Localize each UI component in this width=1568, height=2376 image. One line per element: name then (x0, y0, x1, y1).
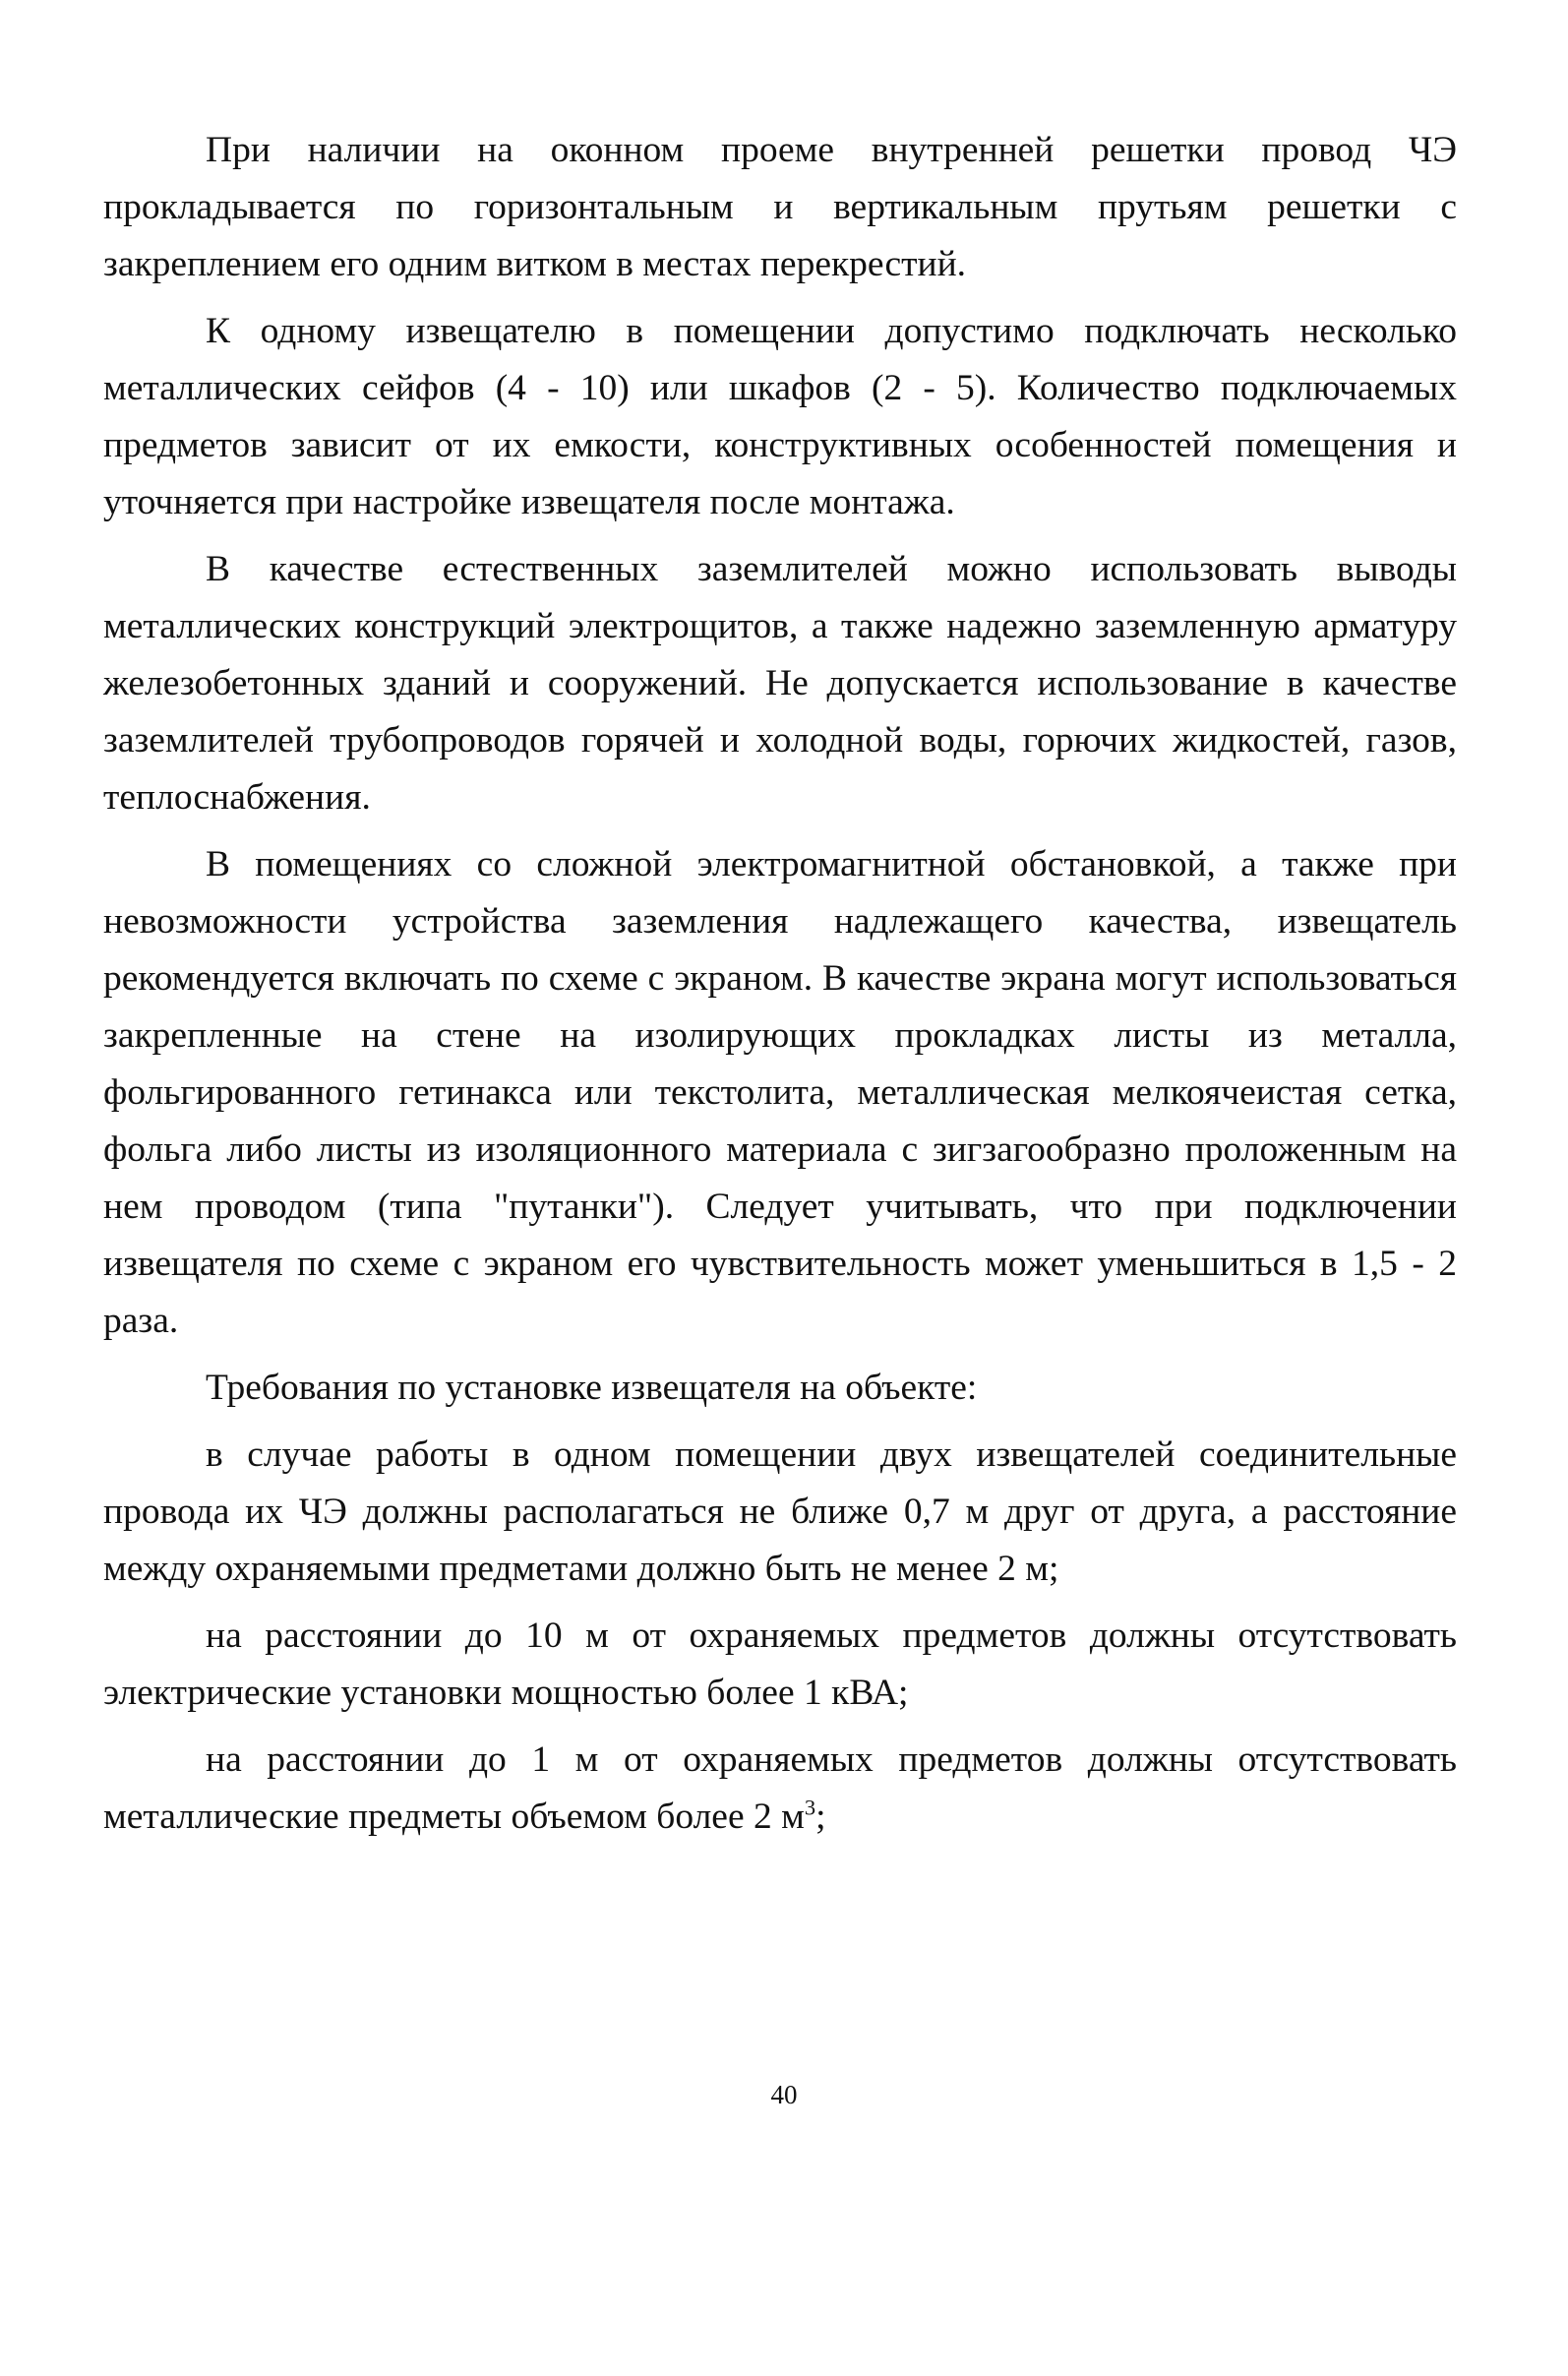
paragraph-safes-connection: К одному извещателю в помещении допустимо подключать несколько металлических сейфов (4 - 10) или шкафов (2 - 5). Количество подключаемых предметов зависит от их емкости, конструктивных особенностей помещения и уточняется при настройке извещателя после монтажа. (103, 311, 1457, 522)
body-text (103, 122, 1457, 1846)
paragraph-window-grille: При наличии на оконном проеме внутренней решетки провод ЧЭ прокладывается по горизонтальным и вертикальным прутьям решетки с закреплением его одним витком в местах перекрестий. (103, 130, 1457, 284)
paragraph-two-detectors: в случае работы в одном помещении двух извещателей соединительные провода их ЧЭ должны располагаться не ближе 0,7 м друг от друга, а расстояние между охраняемыми предметами должно быть не менее 2 м; (103, 1434, 1457, 1589)
paragraph-metal-objects-tail: ; (815, 1797, 826, 1837)
paragraph-electrical-installations: на расстоянии до 10 м от охраняемых предметов должны отсутствовать электрические установки мощностью более 1 кВА; (103, 1615, 1457, 1713)
paragraph-requirements-heading: Требования по установке извещателя на объекте: (206, 1368, 978, 1408)
paragraph-metal-objects (103, 1732, 1457, 1846)
page-number: 40 (770, 2080, 798, 2109)
cubic-superscript: 3 (804, 1795, 816, 1820)
paragraph-metal-objects-text: на расстоянии до 1 м от охраняемых предметов должны отсутствовать металлические предметы объемом более 2 м (103, 1739, 1457, 1837)
paragraph-grounding: В качестве естественных заземлителей можно использовать выводы металлических конструкций электрощитов, а также надежно заземленную арматуру железобетонных зданий и сооружений. Не допускается использование в качестве заземлителей трубопроводов горячей и холодной воды, горючих жидкостей, газов, теплоснабжения. (103, 549, 1457, 818)
paragraph-screen-scheme: В помещениях со сложной электромагнитной обстановкой, а также при невозможности устройства заземления надлежащего качества, извещатель рекомендуется включать по схеме с экраном. В качестве экрана могут использоваться закрепленные на стене на изолирующих прокладках листы из металла, фольгированного гетинакса или текстолита, металлическая мелкоячеистая сетка, фольга либо листы из изоляционного материала с зигзагообразно проложенным на нем проводом (типа "путанки"). Следует учитывать, что при подключении извещателя по схеме с экраном его чувствительность может уменьшиться в 1,5 - 2 раза. (103, 844, 1457, 1341)
